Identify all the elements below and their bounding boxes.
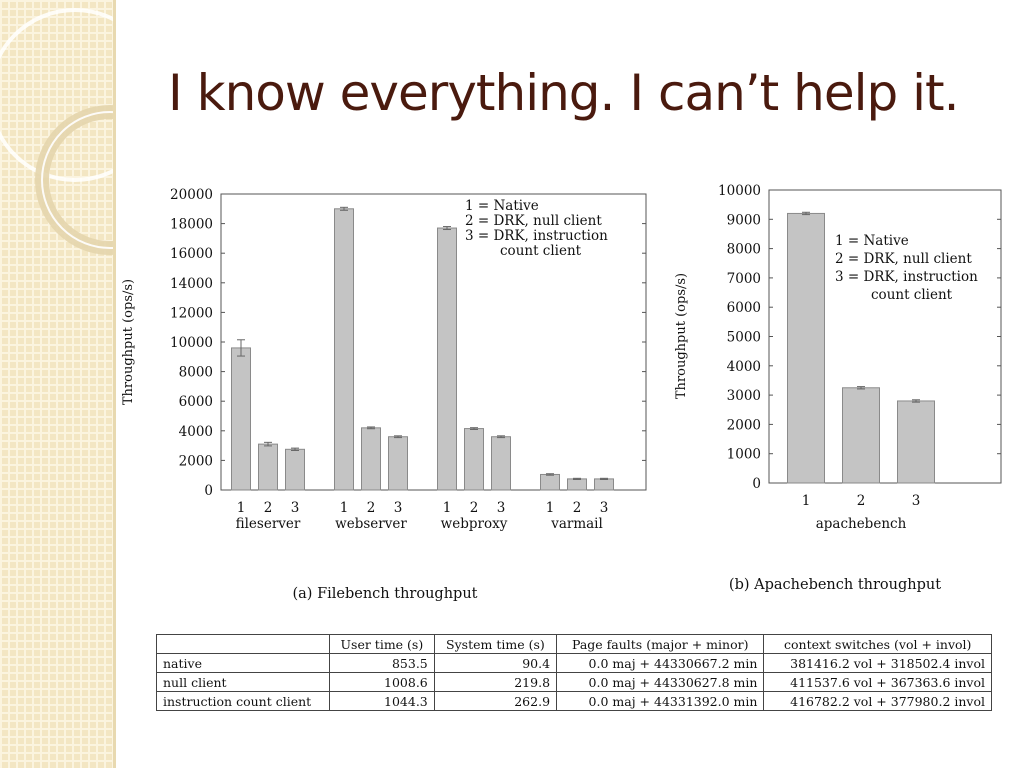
chart-a-ytick-label: 12000 bbox=[170, 305, 213, 322]
table-cell: 0.0 maj + 44330667.2 min bbox=[557, 654, 764, 673]
chart-b-ytick-label: 9000 bbox=[726, 212, 761, 229]
table-row bbox=[157, 673, 992, 692]
chart-a-group-label: webserver bbox=[335, 516, 407, 532]
chart-a-legend bbox=[465, 198, 608, 259]
chart-a-ylabel: Throughput (ops/s) bbox=[121, 278, 136, 406]
chart-a-legend-2: 2 = DRK, null client bbox=[465, 213, 602, 229]
chart-b-caption: (b) Apachebench throughput bbox=[728, 577, 942, 593]
table-cell: 90.4 bbox=[434, 654, 556, 673]
chart-b-ytick-label: 2000 bbox=[726, 417, 761, 434]
decorative-sidebar bbox=[0, 0, 113, 768]
chart-a-xtick-label: 2 bbox=[366, 500, 376, 516]
chart-a-legend-4: count client bbox=[500, 243, 582, 259]
chart-a-bar bbox=[541, 474, 560, 490]
chart-b-ytick-label: 5000 bbox=[726, 329, 761, 346]
chart-b-group-label: apachebench bbox=[815, 516, 907, 532]
table-cell: null client bbox=[157, 673, 330, 692]
chart-a-bar bbox=[259, 444, 278, 490]
chart-a-xtick-label: 1 bbox=[442, 500, 452, 516]
chart-a-ytick-label: 10000 bbox=[170, 335, 213, 351]
chart-a-ytick-label: 6000 bbox=[178, 394, 213, 411]
chart-a-bar bbox=[595, 479, 614, 490]
chart-b-ytick-label: 0 bbox=[752, 476, 761, 492]
chart-a-ytick-label: 0 bbox=[204, 483, 213, 499]
table-cell: 0.0 maj + 44331392.0 min bbox=[557, 692, 764, 711]
table-cell: 416782.2 vol + 377980.2 invol bbox=[764, 692, 992, 711]
chart-a-xtick-label: 1 bbox=[545, 500, 555, 516]
chart-a-bar bbox=[492, 437, 511, 490]
chart-a-ytick-label: 4000 bbox=[178, 423, 213, 440]
chart-a-xtick-label: 1 bbox=[236, 500, 246, 516]
chart-b-ylabel: Throughput (ops/s) bbox=[674, 272, 689, 400]
chart-b-ytick-label: 10000 bbox=[718, 183, 761, 199]
table-cell: 381416.2 vol + 318502.4 invol bbox=[764, 654, 992, 673]
chart-b-legend-4: count client bbox=[871, 287, 953, 303]
chart-a-xtick-label: 3 bbox=[599, 500, 609, 516]
chart-b-legend-2: 2 = DRK, null client bbox=[835, 251, 972, 267]
chart-b-bar bbox=[898, 401, 935, 483]
table-cell: 411537.6 vol + 367363.6 invol bbox=[764, 673, 992, 692]
chart-a-bar bbox=[438, 228, 457, 490]
chart-b-ytick-label: 1000 bbox=[726, 446, 761, 463]
slide-title: I know everything. I can’t help it. bbox=[168, 64, 959, 122]
apachebench-chart bbox=[668, 180, 988, 610]
chart-a-bar bbox=[568, 479, 587, 490]
table-cell: 262.9 bbox=[434, 692, 556, 711]
chart-a-bar bbox=[465, 429, 484, 490]
chart-a-xtick-label: 1 bbox=[339, 500, 349, 516]
table-cell: 219.8 bbox=[434, 673, 556, 692]
table-header-cell bbox=[157, 635, 330, 654]
chart-a-ytick-label: 2000 bbox=[178, 453, 213, 470]
chart-b-ytick-label: 3000 bbox=[726, 388, 761, 405]
chart-b-bar bbox=[843, 388, 880, 483]
table-header-row bbox=[157, 635, 992, 654]
chart-b-bar bbox=[788, 213, 825, 483]
table-row bbox=[157, 654, 992, 673]
chart-a-legend-3: 3 = DRK, instruction bbox=[465, 228, 608, 244]
chart-a-caption: (a) Filebench throughput bbox=[292, 586, 478, 602]
chart-a-bar bbox=[335, 209, 354, 490]
chart-a-group-label: varmail bbox=[551, 516, 603, 532]
filebench-chart bbox=[120, 180, 660, 610]
table-cell: 1044.3 bbox=[330, 692, 435, 711]
table-header-cell: Page faults (major + minor) bbox=[557, 635, 764, 654]
table-header-cell: System time (s) bbox=[434, 635, 556, 654]
chart-a-ytick-label: 14000 bbox=[170, 275, 213, 292]
chart-b-xtick-label: 1 bbox=[801, 493, 811, 509]
chart-a-ytick-label: 20000 bbox=[170, 187, 213, 203]
chart-a-xtick-label: 2 bbox=[572, 500, 582, 516]
chart-a-bar bbox=[389, 437, 408, 490]
chart-b-legend-1: 1 = Native bbox=[835, 233, 909, 249]
chart-a-xtick-label: 2 bbox=[263, 500, 273, 516]
chart-a-xtick-label: 3 bbox=[290, 500, 300, 516]
table-row bbox=[157, 692, 992, 711]
chart-a-xtick-label: 2 bbox=[469, 500, 479, 516]
chart-a-group-label: fileserver bbox=[235, 516, 301, 532]
table-header-cell: User time (s) bbox=[330, 635, 435, 654]
chart-a-group-label: webproxy bbox=[440, 516, 508, 532]
chart-b-xtick-label: 2 bbox=[856, 493, 866, 509]
chart-b-legend bbox=[835, 233, 978, 303]
stats-table bbox=[156, 634, 992, 711]
chart-a-bar bbox=[232, 348, 251, 490]
chart-b-ytick-label: 7000 bbox=[726, 270, 761, 287]
chart-a-bar bbox=[362, 428, 381, 490]
table-cell: 853.5 bbox=[330, 654, 435, 673]
table-header-cell: context switches (vol + invol) bbox=[764, 635, 992, 654]
chart-a-legend-1: 1 = Native bbox=[465, 198, 539, 214]
chart-a-ytick-label: 16000 bbox=[170, 246, 213, 263]
table-cell: 1008.6 bbox=[330, 673, 435, 692]
table-cell: native bbox=[157, 654, 330, 673]
chart-a-bar bbox=[286, 449, 305, 490]
sidebar-edge bbox=[113, 0, 116, 768]
chart-b-ytick-label: 6000 bbox=[726, 300, 761, 317]
table-cell: 0.0 maj + 44330627.8 min bbox=[557, 673, 764, 692]
chart-a-ytick-label: 18000 bbox=[170, 216, 213, 233]
chart-b-ytick-label: 8000 bbox=[726, 241, 761, 258]
chart-b-xtick-label: 3 bbox=[911, 493, 921, 509]
chart-a-ytick-label: 8000 bbox=[178, 364, 213, 381]
chart-b-ytick-label: 4000 bbox=[726, 358, 761, 375]
table-cell: instruction count client bbox=[157, 692, 330, 711]
chart-a-xtick-label: 3 bbox=[496, 500, 506, 516]
chart-b-legend-3: 3 = DRK, instruction bbox=[835, 269, 978, 285]
decorative-circles bbox=[0, 0, 116, 768]
chart-a-xtick-label: 3 bbox=[393, 500, 403, 516]
